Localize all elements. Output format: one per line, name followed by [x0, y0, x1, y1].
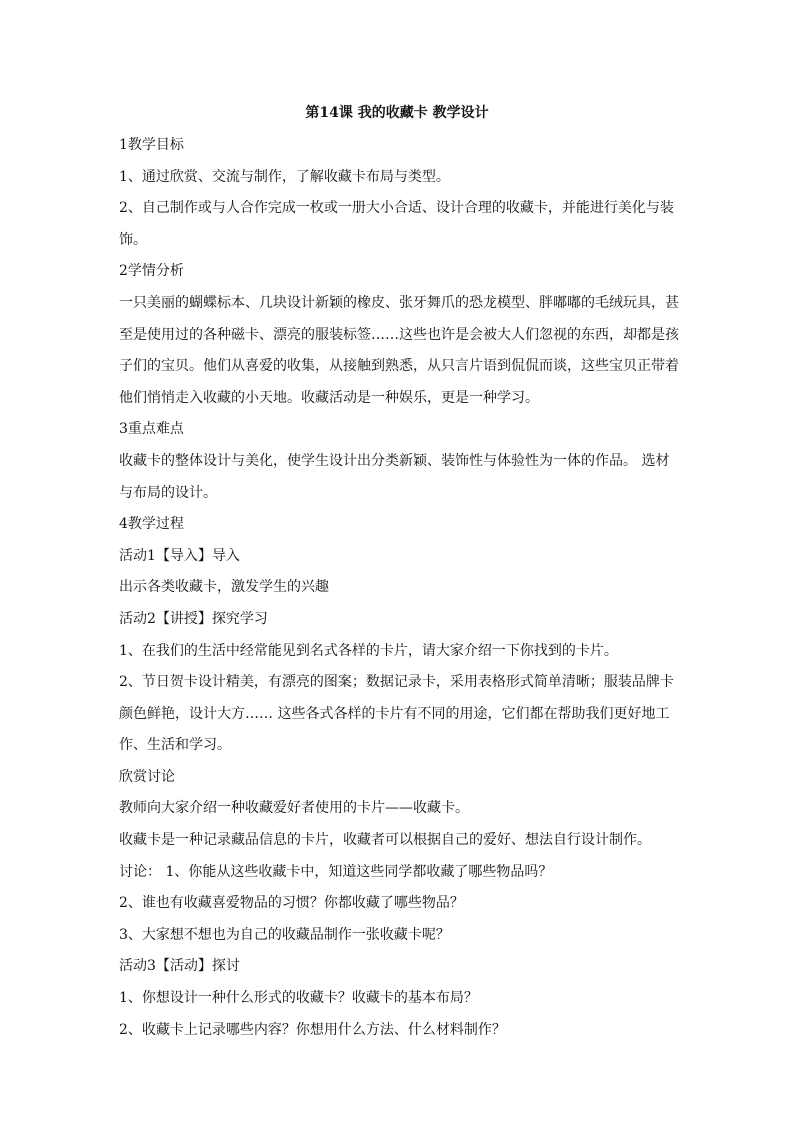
section-heading-analysis: 2学情分析 — [119, 263, 184, 280]
activity-1-heading: 活动1【导入】导入 — [119, 547, 240, 564]
section-heading-objectives: 1教学目标 — [119, 137, 184, 153]
key-points-line-1: 收藏卡的整体设计与美化，使学生设计出分类新颖、装饰性与体验性为一体的作品。 选材 — [119, 452, 670, 469]
analysis-line-1: 一只美丽的蝴蝶标本、几块设计新颖的橡皮、张牙舞爪的恐龙模型、胖嘟嘟的毛绒玩具，甚 — [119, 294, 679, 311]
activity-2-item-2-line-2: 颜色鲜艳，设计大方…… 这些各式各样的卡片有不同的用途，它们都在帮助我们更好地工 — [119, 705, 670, 722]
activity-3-item-2: 2、收藏卡上记录哪些内容？你想用什么方法、什么材料制作？ — [119, 1021, 506, 1038]
discussion-item-1: 讨论： 1、你能从这些收藏卡中，知道这些同学都收藏了哪些物品吗？ — [119, 863, 553, 880]
activity-2-heading: 活动2【讲授】探究学习 — [119, 610, 268, 627]
analysis-line-4: 他们悄悄走入收藏的小天地。收藏活动是一种娱乐，更是一种学习。 — [119, 389, 539, 406]
document-title: 第14课 我的收藏卡 教学设计 — [305, 105, 489, 121]
objective-item-1: 1、通过欣赏、交流与制作，了解收藏卡布局与类型。 — [119, 168, 450, 185]
section-heading-process: 4教学过程 — [119, 516, 184, 533]
document-body — [119, 130, 679, 1046]
activity-2-item-1: 1、在我们的生活中经常能见到名式各样的卡片，请大家介绍一下你找到的卡片。 — [119, 642, 618, 659]
objective-item-2-line-1: 2、自己制作或与人合作完成一枚或一册大小合适、设计合理的收藏卡，并能进行美化与装 — [119, 200, 674, 217]
objective-item-2-line-2: 饰。 — [119, 231, 147, 248]
activity-2-item-2-line-3: 作、生活和学习。 — [119, 737, 231, 754]
analysis-line-3: 子们的宝贝。他们从喜爱的收集，从接触到熟悉，从只言片语到侃侃而谈，这些宝贝正带着 — [119, 358, 679, 375]
section-heading-key-points: 3重点难点 — [119, 421, 184, 438]
key-points-line-2: 与布局的设计。 — [119, 484, 217, 501]
discussion-item-3: 3、大家想不想也为自己的收藏品制作一张收藏卡呢？ — [119, 926, 450, 943]
activity-2-item-2-line-1: 2、节日贺卡设计精美，有漂亮的图案；数据记录卡，采用表格形式简单清晰；服装品牌卡 — [119, 674, 674, 691]
discussion-item-2: 2、谁也有收藏喜爱物品的习惯？你都收藏了哪些物品？ — [119, 895, 464, 912]
appreciation-heading: 欣赏讨论 — [119, 768, 175, 785]
analysis-line-2: 至是使用过的各种磁卡、漂亮的服装标签……这些也许是会被大人们忽视的东西，却都是孩 — [119, 326, 679, 343]
activity-1-text: 出示各类收藏卡，激发学生的兴趣 — [119, 579, 329, 596]
appreciation-line-1: 教师向大家介绍一种收藏爱好者使用的卡片——收藏卡。 — [119, 800, 469, 817]
appreciation-line-2: 收藏卡是一种记录藏品信息的卡片，收藏者可以根据自己的爱好、想法自行设计制作。 — [119, 832, 651, 849]
activity-3-item-1: 1、你想设计一种什么形式的收藏卡？收藏卡的基本布局？ — [119, 990, 478, 1007]
activity-3-heading: 活动3【活动】探讨 — [119, 958, 240, 975]
